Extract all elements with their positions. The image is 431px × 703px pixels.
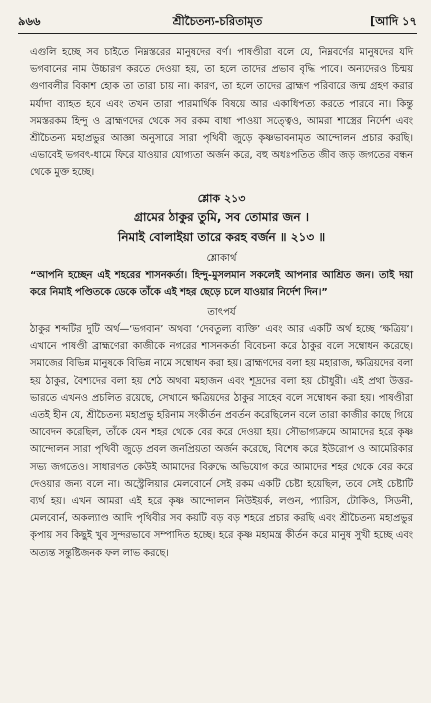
header-rule <box>18 33 417 34</box>
page-number: ৯৬৬ <box>18 14 41 28</box>
verse-line-2: নিমাই বোলাইয়া তারে করহ বর্জন ॥ ২১৩ ॥ <box>117 229 326 244</box>
translation-heading: শ্লোকার্থ <box>206 252 237 264</box>
purport-heading: তাৎপর্য <box>207 307 236 319</box>
verse-number: শ্লোক ২১৩ <box>197 191 246 205</box>
page-header <box>18 10 417 30</box>
book-title: শ্রীচৈতন্য-চরিতামৃত <box>172 14 263 28</box>
intro-paragraph: এগুলি হচ্ছে সব চাইতে নিম্নস্তরের মানুষদের বর্ণ। পাষণ্ডীরা বলে যে, নিম্নবর্ণের মানুষদের যদি ভগবানের নাম উচ্চারণ করতে দেওয়া হয়, তা হলে তাদের প্রভাব বৃদ্ধি পাবে। অন্যদেরও চিন্ময় গুণাবলীর বিকাশ হোক তা তারা চায় না। কারণ, তা হলে তাদের ব্রাহ্মণ পরিবারে জন্ম গ্রহণ করার মর্যাদা ব্যাহত হবে এবং তখন তারা পারমার্থিক বিষয়ে আর একাধিপত্য করতে পারবে না। কিন্তু সমস্তরকম হিন্দু ও ব্রাহ্মণদের থেকে সব রকম বাধা পাওয়া সত্ত্বেও, আমরা শাস্ত্রের নির্দেশ এবং শ্রীচৈতন্য মহাপ্রভুর আজ্ঞা অনুসারে সারা পৃথিবী জুড়ে কৃষ্ণভাবনামৃত আন্দোলন প্রচার করছি। এভাবেই ভগবৎ-ধামে ফিরে যাওয়ার যোগ্যতা অর্জন করে, বহু অধঃপতিত জীব জড় জগতের বন্ধন থেকে মুক্ত হচ্ছে। <box>30 47 413 179</box>
verse-line-1: গ্রামের ঠাকুর তুমি, সব তোমার জন । <box>133 209 310 224</box>
purport-text: ঠাকুর শব্দটির দুটি অর্থ—‘ভগবান’ অথবা ‘দেবতুল্য ব্যক্তি’ এবং আর একটি অর্থ হচ্ছে ‘ক্ষত্রিয়’। এখানে পাষণ্ডী ব্রাহ্মণেরা কাজীকে নগরের শাসনকর্তা বিবেচনা করে ঠাকুর বলে সম্বোধন করেছে। সমাজের বিভিন্ন মানুষকে বিভিন্ন নামে সম্বোধন করা হয়। ব্রাহ্মণদের বলা হয় মহারাজ, ক্ষত্রিয়দের বলা হয় ঠাকুর, বৈশ্যদের বলা হয় শেঠ অথবা মহাজন এবং শূদ্রদের বলা হয় চৌধুরী। এই প্রথা উত্তর-ভারতে এখনও প্রচলিত রয়েছে, সেখানে ক্ষত্রিয়দের ঠাকুর সাহেব বলে সম্বোধন করা হয়। পাষণ্ডীরা এতই হীন যে, শ্রীচৈতন্য মহাপ্রভু হরিনাম সংকীর্তন প্রবর্তন করেছিলেন বলে তারা কাজীর কাছে গিয়ে আবেদন করেছিল, তাঁকে যেন শহর থেকে বের করে দেওয়া হয়। সৌভাগ্যক্রমে আমাদের হরে কৃষ্ণ আন্দোলন সারা পৃথিবী জুড়ে প্রবল জনপ্রিয়তা অর্জন করেছে, বিশেষ করে ইউরোপ ও আমেরিকার সভ্য জগতেও। সাধারণত কেউই আমাদের বিরুদ্ধে অভিযোগ করে আমাদের শহর থেকে বের করে দেওয়ার জন্য বলে না। অস্ট্রেলিয়ার মেলবোর্নে সেই রকম একটি চেষ্টা হয়েছিল, তবে সেই চেষ্টাটি ব্যর্থ হয়। এখন আমরা এই হরে কৃষ্ণ আন্দোলন নিউইয়র্ক, লণ্ডন, প্যারিস, টোকিও, সিডনী, মেলবোর্ন, অকল্যাণ্ড আদি পৃথিবীর সব কয়টি বড় বড় শহরে প্রচার করছি এবং শ্রীচৈতন্য মহাপ্রভুর কৃপায় সব কিছুই খুব সুন্দরভাবে সম্পাদিত হচ্ছে। হরে কৃষ্ণ মহামন্ত্র কীর্তন করে মানুষ সুখী হচ্ছে এবং অত্যন্ত সন্তুষ্টিজনক ফল লাভ করছে। <box>30 324 413 559</box>
translation-text: “আপনি হচ্ছেন এই শহরের শাসনকর্তা। হিন্দু-মুসলমান সকলেই আপনার আশ্রিত জন। তাই দয়া করে নিমাই পণ্ডিতকে ডেকে তাঁকে এই শহর ছেড়ে চলে যাওয়ার নির্দেশ দিন।” <box>30 269 413 298</box>
page-body <box>30 44 413 562</box>
chapter-reference: [আদি ১৭ <box>370 14 417 28</box>
